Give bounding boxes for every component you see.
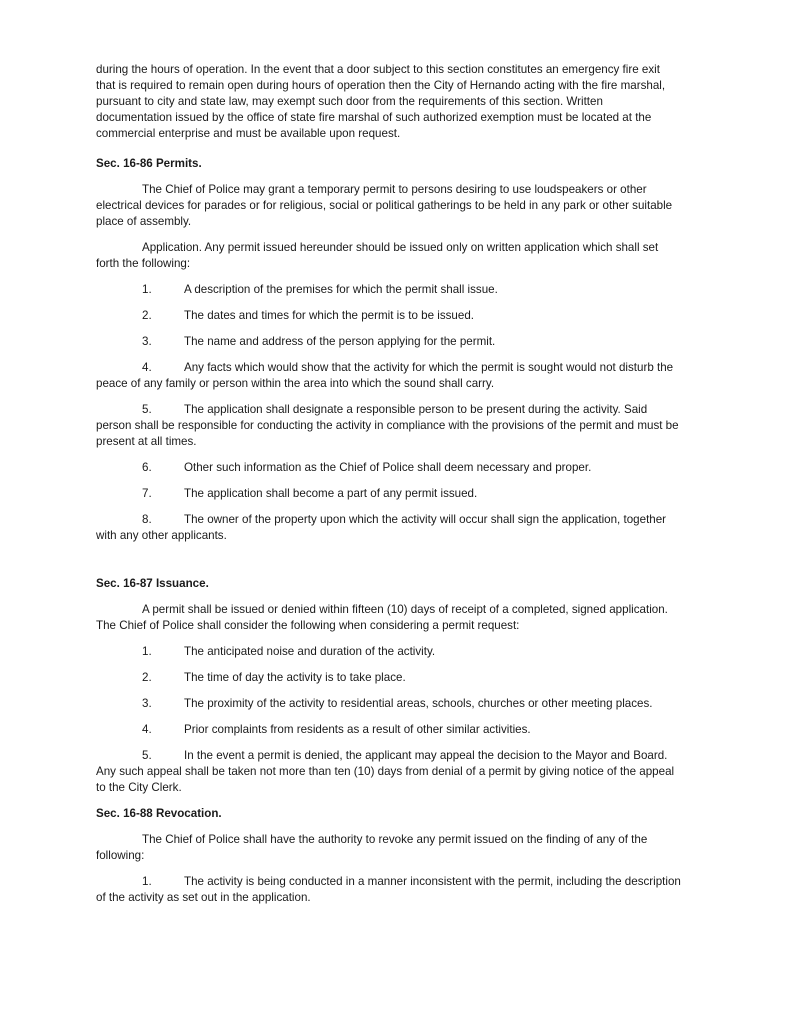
list-item-number: 6. <box>142 461 152 474</box>
list-item-text: The time of day the activity is to take place. <box>184 671 406 684</box>
list-item <box>96 874 681 906</box>
list-item <box>96 308 681 324</box>
issuance-paragraph: A permit shall be issued or denied within fifteen (10) days of receipt of a completed, signed application. The Chief of Police shall consider the following when considering a permit request: <box>96 603 668 632</box>
list-item <box>96 486 681 502</box>
list-item <box>96 748 681 796</box>
list-item-number: 3. <box>142 335 152 348</box>
list-item <box>96 334 681 350</box>
list-item-number: 3. <box>142 697 152 710</box>
list-item-number: 4. <box>142 361 152 374</box>
list-item-text: Any facts which would show that the activity for which the permit is sought would not disturb the peace of any family or person within the area into which the sound shall carry. <box>96 361 674 390</box>
section-heading-16-86: Sec. 16-86 Permits. <box>96 157 202 170</box>
section-heading-16-87: Sec. 16-87 Issuance. <box>96 577 209 590</box>
list-item <box>96 722 681 738</box>
list-item <box>96 402 681 450</box>
list-item-text: The dates and times for which the permit is to be issued. <box>184 309 474 322</box>
list-item-text: The name and address of the person applying for the permit. <box>184 335 496 348</box>
list-item-number: 2. <box>142 309 152 322</box>
list-item-number: 5. <box>142 403 152 416</box>
list-item-number: 2. <box>142 671 152 684</box>
list-item <box>96 360 681 392</box>
list-item-text: The activity is being conducted in a manner inconsistent with the permit, including the description of the activity as set out in the application. <box>96 875 681 904</box>
list-item-number: 1. <box>142 283 152 296</box>
list-item-number: 4. <box>142 723 152 736</box>
list-item-text: The proximity of the activity to residential areas, schools, churches or other meeting places. <box>184 697 653 710</box>
list-item-number: 5. <box>142 749 152 762</box>
list-item-text: The application shall become a part of any permit issued. <box>184 487 478 500</box>
document-body <box>96 62 681 916</box>
permits-paragraph: The Chief of Police may grant a temporary permit to persons desiring to use loudspeakers or other electrical devices for parades or for religious, social or political gatherings to be held in any park or other suitable place of assembly. <box>96 183 673 228</box>
list-item-text: Other such information as the Chief of Police shall deem necessary and proper. <box>184 461 592 474</box>
list-item-number: 8. <box>142 513 152 526</box>
list-item <box>96 670 681 686</box>
list-item-number: 7. <box>142 487 152 500</box>
list-item <box>96 644 681 660</box>
list-item-text: The owner of the property upon which the activity will occur shall sign the application, together with any other applicants. <box>96 513 667 542</box>
section-heading-16-88: Sec. 16-88 Revocation. <box>96 807 222 820</box>
section-spacer <box>96 554 681 576</box>
list-item-number: 1. <box>142 645 152 658</box>
list-item <box>96 696 681 712</box>
list-item-text: Prior complaints from residents as a result of other similar activities. <box>184 723 531 736</box>
application-paragraph: Application. Any permit issued hereunder should be issued only on written application which shall set forth the following: <box>96 241 659 270</box>
list-item-text: The anticipated noise and duration of the activity. <box>184 645 436 658</box>
list-item <box>96 512 681 544</box>
list-item-number: 1. <box>142 875 152 888</box>
revocation-paragraph: The Chief of Police shall have the authority to revoke any permit issued on the finding of any of the following: <box>96 833 648 862</box>
list-item <box>96 460 681 476</box>
list-item-text: The application shall designate a responsible person to be present during the activity. Said person shall be responsible for conducting the activity in compliance with the provisions of the permit and must be present at all times. <box>96 403 679 448</box>
list-item-text: A description of the premises for which the permit shall issue. <box>184 283 498 296</box>
list-item-text: In the event a permit is denied, the applicant may appeal the decision to the Mayor and Board. Any such appeal shall be taken not more than ten (10) days from denial of a permit by giving notice of the appeal to the City Clerk. <box>96 749 675 794</box>
list-item <box>96 282 681 298</box>
intro-paragraph: during the hours of operation. In the event that a door subject to this section constitutes an emergency fire exit that is required to remain open during hours of operation then the City of Hernando acting with the fire marshal, pursuant to city and state law, may exempt such door from the requirements of this section. Written documentation issued by the office of state fire marshal of such authorized exemption must be located at the commercial enterprise and must be available upon request. <box>96 63 666 140</box>
